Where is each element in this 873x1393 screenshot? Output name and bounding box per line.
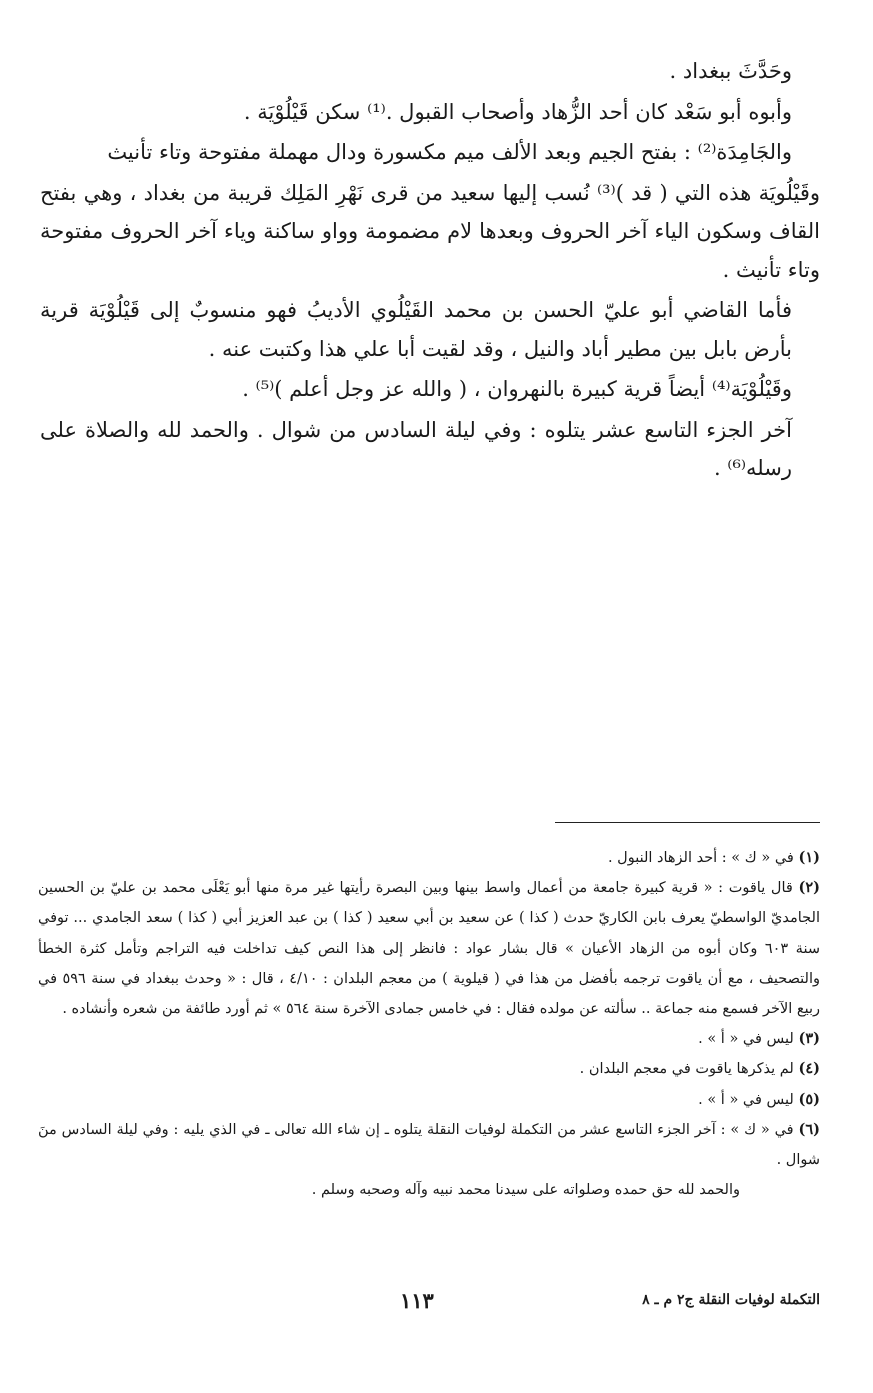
running-title: التكملة لوفيات النقلة ج٢ م ـ ٨ (642, 1292, 820, 1308)
main-text (40, 52, 820, 490)
footnote (38, 1115, 820, 1175)
footnote-number: (٥) (798, 1090, 820, 1108)
paragraph: وقَيْلُويَة هذه التي ( قد )⁽³⁾ نُسب إليها سعيد من قرى نَهْرِ المَلِك قريبة من بغداد ، وهي بفتح القاف وسكون الياء آخر الحروف وبعدها لام مضمومة وواو ساكنة وياء آخر الحروف مفتوحة وتاء تأنيث . (40, 180, 820, 282)
footnote-text: ليس في « أ » . (698, 1091, 794, 1108)
footnote-number: (٢) (798, 879, 820, 897)
footnote (38, 1024, 820, 1054)
footnote-number: (٤) (798, 1060, 820, 1078)
footnote-number: (١) (798, 849, 820, 866)
paragraph: آخر الجزء التاسع عشر يتلوه : وفي ليلة السادس من شوال . والحمد لله والصلاة على رسله⁽⁶⁾ . (40, 417, 792, 480)
footnote (38, 843, 820, 873)
paragraph: فأما القاضي أبو عليّ الحسن بن محمد القَيْلُوي الأديبُ فهو منسوبٌ إلى قَيْلُوْيَة قرية بأرض بابل بين مطير أباد والنيل ، وقد لقيت أبا علي هذا وكتبت عنه . (40, 298, 792, 361)
paragraph: وأبوه أبو سَعْد كان أحد الزُّهاد وأصحاب القبول .⁽¹⁾ سكن قَيْلُوْيَة . (243, 99, 792, 124)
page-footer (40, 1288, 820, 1318)
paragraph: وقَيْلُوْيَة⁽⁴⁾ أيضاً قرية كبيرة بالنهروان ، ( والله عز وجل أعلم )⁽⁵⁾ . (242, 377, 792, 401)
paragraph: والجَامِدَة⁽²⁾ : بفتح الجيم وبعد الألف ميم مكسورة ودال مهملة مفتوحة وتاء تأنيث (107, 140, 792, 164)
footnote-closing: والحمد لله حق حمده وصلواته على سيدنا محمد نبيه وآله وصحبه وسلم . (311, 1182, 740, 1199)
footnote (38, 873, 820, 1024)
footnote (38, 1085, 820, 1115)
footnote (38, 1054, 820, 1084)
footnote-text: في « ك » : آخر الجزء التاسع عشر من التكملة لوفيات النقلة يتلوه ـ إن شاء الله تعالى ـ في الذي يليه : وفي ليلة السادس منَ شوال . (38, 1121, 820, 1169)
footnote-text: ليس في « أ » . (698, 1031, 794, 1048)
paragraph: وحَدَّثَ ببغداد . (669, 59, 792, 83)
footnote-text: لم يذكرها ياقوت في معجم البلدان . (579, 1061, 794, 1078)
footnotes (38, 843, 820, 1205)
footnote-number: (٣) (798, 1030, 820, 1048)
footnote-number: (٦) (798, 1120, 820, 1138)
footnote-separator (555, 822, 820, 823)
footnote-text: قال ياقوت : « قرية كبيرة جامعة من أعمال واسط بينها وبين البصرة رأيتها غير مرة منها أبو يَعْلَى محمد بن عليّ بن الحسين الجامديّ الواسطيّ يعرف بابن الكاريّ حدث ( كذا ) عن سعيد بن أبي سعيد ( كذا ) بن عبد العزيز أبي ( كذا ) سعد الجامدي ... توفي سنة ٦٠٣ وكان أبوه من الزهاد الأعيان » قال بشار عواد : فانظر إلى هذا النص كيف تداخلت فيه التراجم وتأمل كثرة الخطأ والتصحيف ، مع أن ياقوت ترجمه بأفضل من هذا في ( قيلوية ) من معجم البلدان : ٤/١٠ ، قال : « وحدث ببغداد في سنة ٥٩٦ في ربيع الآخر فسمع منه جماعة .. سألته عن مولده فقال : في خامس جمادى الآخرة سنة ٥٦٤ » ثم أورد طائفة من شعره وأنشاده . (38, 880, 820, 1018)
footnote-text: في « ك » : أحد الزهاد النبول . (607, 850, 794, 866)
page-number: ١١٣ (400, 1288, 434, 1313)
